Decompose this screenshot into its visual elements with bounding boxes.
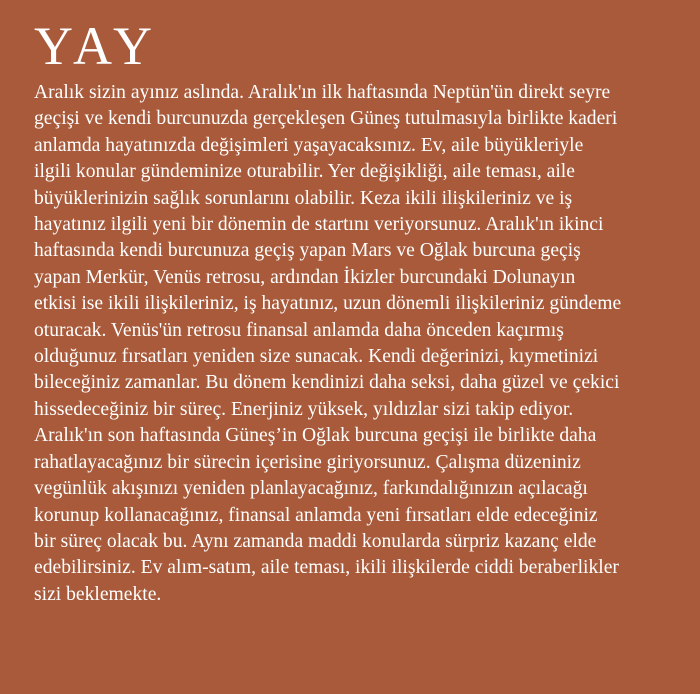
text-line: ilgili konular gündeminize oturabilir. Yer değişikliği, aile teması, aile — [34, 161, 575, 183]
text-line: anlamda hayatınızda değişimleri yaşayacaksınız. Ev, aile büyükleriyle — [34, 134, 584, 156]
text-line: haftasında kendi burcunuza geçiş yapan Mars ve Oğlak burcuna geçiş — [34, 240, 581, 262]
text-line: rahatlayacağınız bir sürecin içerisine giriyorsunuz. Çalışma düzeniniz — [34, 451, 581, 473]
text-line: edebilirsiniz. Ev alım-satım, aile teması, ikili ilişkilerde ciddi beraberlikler — [34, 557, 619, 579]
text-line: bir süreç olacak bu. Aynı zamanda maddi konularda sürpriz kazanç elde — [34, 530, 597, 552]
text-line: vegünlük akışınızı yeniden planlayacağınız, farkındalığınızın açılacağı — [34, 478, 588, 500]
text-line: korunup kollanacağınız, finansal anlamda yeni fırsatları elde edeceğiniz — [34, 504, 598, 526]
text-line: büyüklerinizin sağlık sorunlarını olabilir. Keza ikili ilişkileriniz ve iş — [34, 187, 573, 209]
text-line: etkisi ise ikili ilişkileriniz, iş hayatınız, uzun dönemli ilişkileriniz gündeme — [34, 293, 622, 315]
text-line: hissedeceğiniz bir süreç. Enerjiniz yüksek, yıldızlar sizi takip ediyor. — [34, 398, 574, 420]
text-line: Aralık sizin ayınız aslında. Aralık'ın ilk haftasında Neptün'ün direkt seyre — [34, 82, 611, 103]
text-line: Aralık'ın son haftasında Güneş’in Oğlak burcuna geçişi ile birlikte daha — [34, 425, 597, 447]
text-line: sizi beklemekte. — [34, 583, 162, 605]
text-line: yapan Merkür, Venüs retrosu, ardından İkizler burcundaki Dolunayın — [34, 266, 576, 288]
horoscope-text — [34, 80, 678, 608]
text-line: hayatınız ilgili yeni bir dönemin de startını veriyorsunuz. Aralık'ın ikinci — [34, 214, 604, 236]
text-line: bileceğiniz zamanlar. Bu dönem kendinizi daha seksi, daha güzel ve çekici — [34, 372, 620, 394]
text-line: oturacak. Venüs'ün retrosu finansal anlamda daha önceden kaçırmış — [34, 319, 564, 341]
text-line: olduğunuz fırsatları yeniden size sunacak. Kendi değerinizi, kıymetinizi — [34, 346, 599, 368]
sign-title: YAY — [34, 16, 159, 76]
text-line: geçişi ve kendi burcunuzda gerçekleşen Güneş tutulmasıyla birlikte kaderi — [34, 108, 618, 130]
